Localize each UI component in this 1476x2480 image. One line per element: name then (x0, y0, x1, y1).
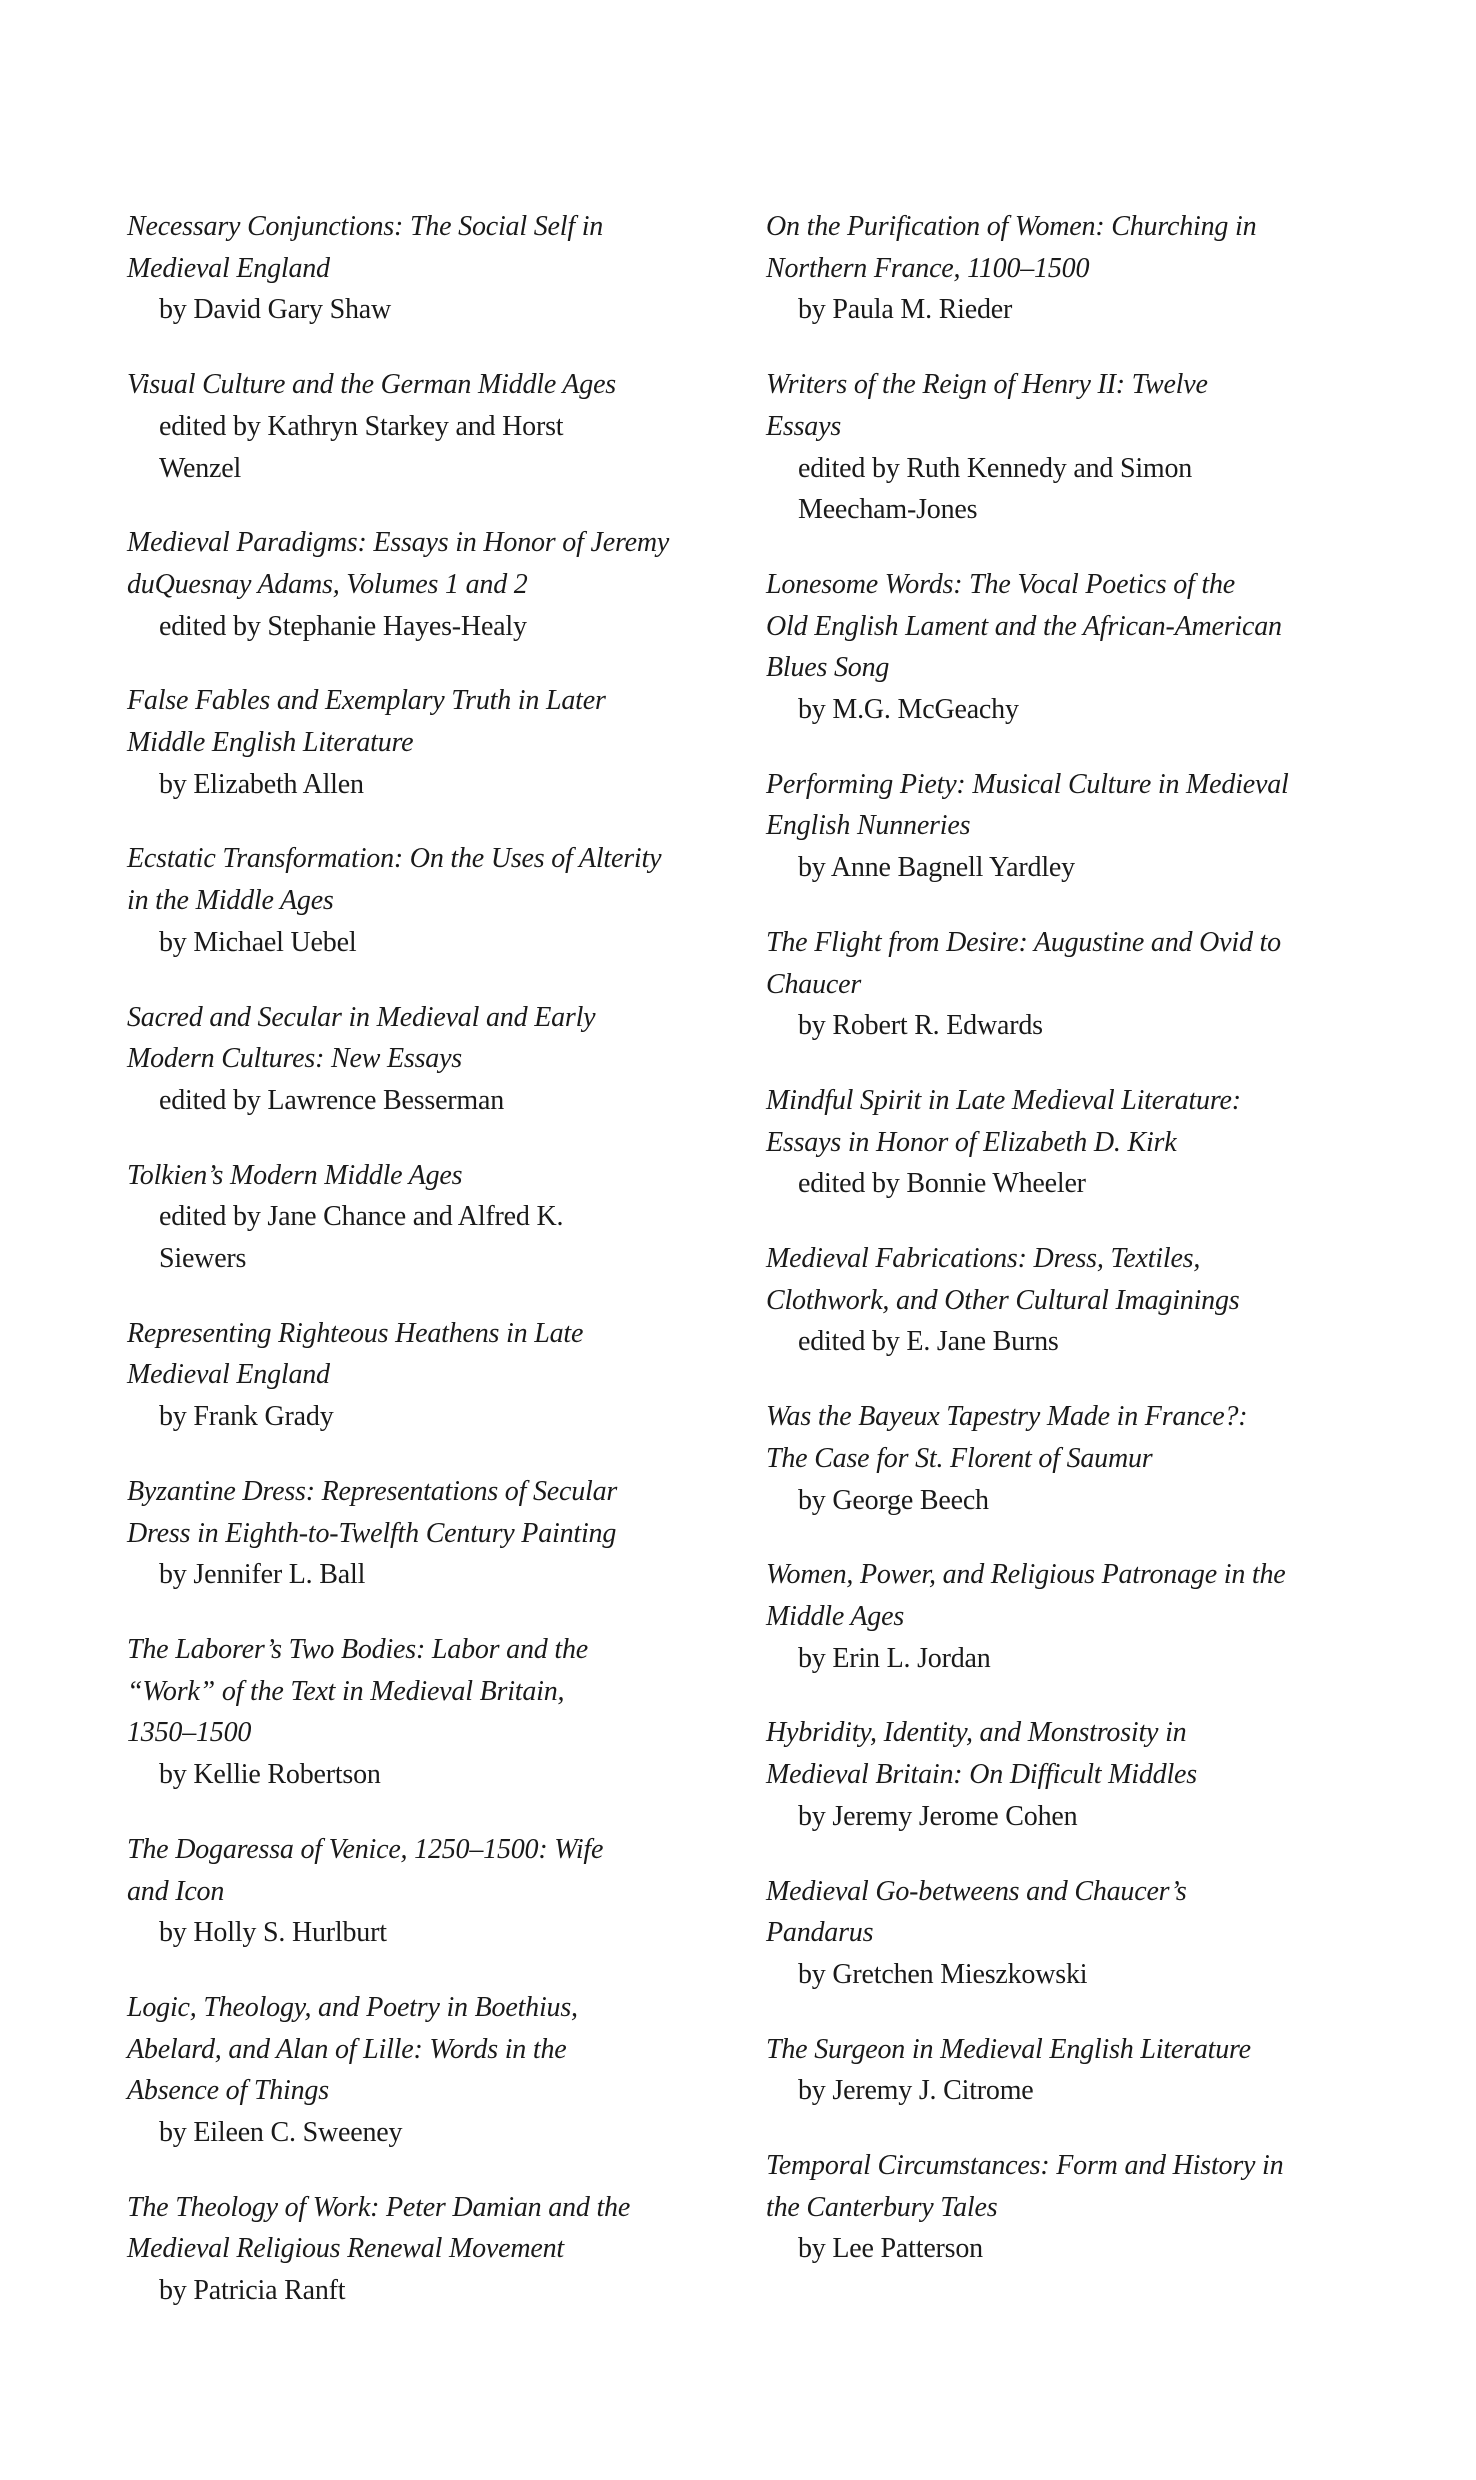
book-author-line: by Holly S. Hurlburt (159, 1917, 387, 1949)
book-title-line: Essays (766, 410, 842, 442)
book-title-line: Chaucer (766, 968, 862, 1000)
book-entry (127, 1629, 767, 1796)
book-title-line: Performing Piety: Musical Culture in Medieval (766, 768, 1289, 800)
book-entry (127, 364, 767, 489)
book-title-line: Hybridity, Identity, and Monstrosity in (766, 1717, 1187, 1749)
book-title-line: Dress in Eighth-to-Twelfth Century Painting (127, 1517, 617, 1549)
book-entry (766, 1080, 1406, 1205)
book-title-line: and Icon (127, 1875, 225, 1907)
book-title-line: 1350–1500 (127, 1717, 252, 1749)
book-entry (766, 922, 1406, 1047)
book-entry (127, 1829, 767, 1954)
book-title-line: Abelard, and Alan of Lille: Words in the (127, 2033, 567, 2065)
book-author-line: by George Beech (798, 1484, 989, 1516)
book-entry (766, 1712, 1406, 1837)
book-title-line: Medieval Britain: On Difficult Middles (766, 1759, 1197, 1791)
book-title-line: The Surgeon in Medieval English Literature (766, 2033, 1251, 2065)
book-title-line: Visual Culture and the German Middle Ages (127, 369, 617, 401)
book-entry (766, 364, 1406, 531)
book-entry (127, 206, 767, 331)
book-author-line: by Erin L. Jordan (798, 1642, 991, 1674)
book-entry (127, 997, 767, 1122)
book-entry (766, 764, 1406, 889)
book-author-line: by Patricia Ranft (159, 2275, 346, 2307)
book-entry (127, 522, 767, 647)
book-author-line: by Gretchen Mieszkowski (798, 1958, 1088, 1990)
book-author-line: edited by Kathryn Starkey and Horst (159, 410, 564, 442)
book-title-line: Logic, Theology, and Poetry in Boethius, (127, 1991, 578, 2023)
book-author-line: edited by Stephanie Hayes-Healy (159, 610, 527, 642)
book-title-line: False Fables and Exemplary Truth in Later (127, 685, 606, 717)
book-author-line: edited by Lawrence Besserman (159, 1084, 505, 1116)
book-author-line: by Jennifer L. Ball (159, 1559, 366, 1591)
book-author-line: by Frank Grady (159, 1401, 334, 1433)
book-title-line: Old English Lament and the African-American (766, 610, 1282, 642)
book-title-line: The Theology of Work: Peter Damian and the (127, 2191, 631, 2223)
book-author-line: Wenzel (159, 452, 242, 484)
book-title-line: The Dogaressa of Venice, 1250–1500: Wife (127, 1833, 604, 1865)
book-title-line: Representing Righteous Heathens in Late (127, 1317, 584, 1349)
book-title-line: Byzantine Dress: Representations of Secular (127, 1475, 618, 1507)
book-entry (766, 1871, 1406, 1996)
book-title-line: Writers of the Reign of Henry II: Twelve (766, 369, 1208, 401)
book-title-line: Medieval Religious Renewal Movement (127, 2233, 564, 2265)
book-title-line: Mindful Spirit in Late Medieval Literature: (766, 1084, 1241, 1116)
book-author-line: by M.G. McGeachy (798, 694, 1019, 726)
book-title-line: The Laborer’s Two Bodies: Labor and the (127, 1633, 588, 1665)
book-title-line: On the Purification of Women: Churching in (766, 211, 1257, 242)
book-title-line: duQuesnay Adams, Volumes 1 and 2 (127, 568, 528, 600)
book-entry (127, 680, 767, 805)
book-title-line: Medieval England (127, 1359, 330, 1391)
book-title-line: Pandarus (766, 1917, 874, 1949)
book-title-line: the Canterbury Tales (766, 2191, 998, 2223)
book-author-line: by Jeremy J. Citrome (798, 2075, 1034, 2107)
book-title-line: Middle English Literature (127, 727, 414, 759)
book-author-line: by Paula M. Rieder (798, 294, 1013, 326)
book-title-line: Medieval Go-betweens and Chaucer’s (766, 1875, 1187, 1907)
book-entry (766, 564, 1406, 731)
book-title-line: Northern France, 1100–1500 (766, 252, 1090, 284)
book-author-line: by Kellie Robertson (159, 1759, 381, 1791)
book-author-line: edited by E. Jane Burns (798, 1326, 1059, 1358)
book-entry (127, 1987, 767, 2154)
book-title-line: Sacred and Secular in Medieval and Early (127, 1001, 596, 1033)
book-entry (766, 1396, 1406, 1521)
book-title-line: Ecstatic Transformation: On the Uses of Alterity (127, 843, 662, 875)
book-title-line: Modern Cultures: New Essays (127, 1043, 462, 1075)
book-author-line: by Lee Patterson (798, 2233, 983, 2265)
book-title-line: Temporal Circumstances: Form and History in (766, 2150, 1284, 2182)
book-author-line: edited by Ruth Kennedy and Simon (798, 452, 1193, 484)
book-title-line: Medieval Fabrications: Dress, Textiles, (766, 1243, 1201, 1275)
book-title-line: The Flight from Desire: Augustine and Ovid to (766, 926, 1281, 958)
book-entry (766, 2029, 1406, 2112)
book-author-line: by Elizabeth Allen (159, 768, 364, 800)
book-author-line: by Eileen C. Sweeney (159, 2117, 403, 2149)
book-author-line: by David Gary Shaw (159, 294, 392, 326)
book-entry (127, 838, 767, 963)
book-entry (127, 2187, 767, 2312)
book-author-line: Siewers (159, 1243, 247, 1275)
book-entry (127, 1471, 767, 1596)
left-column (127, 206, 767, 2345)
book-title-line: Women, Power, and Religious Patronage in the (766, 1559, 1286, 1591)
right-column (766, 206, 1406, 2303)
book-entry (127, 1313, 767, 1438)
book-author-line: edited by Bonnie Wheeler (798, 1168, 1086, 1200)
book-title-line: Necessary Conjunctions: The Social Self in (127, 211, 604, 242)
book-author-line: Meecham-Jones (798, 494, 978, 526)
book-title-line: Was the Bayeux Tapestry Made in France?: (766, 1401, 1248, 1433)
book-title-line: English Nunneries (766, 810, 971, 842)
book-title-line: Clothwork, and Other Cultural Imaginings (766, 1284, 1240, 1316)
book-title-line: Essays in Honor of Elizabeth D. Kirk (766, 1126, 1177, 1158)
book-title-line: Blues Song (766, 652, 890, 684)
book-author-line: by Anne Bagnell Yardley (798, 852, 1075, 884)
book-entry (766, 1554, 1406, 1679)
book-entry (127, 1155, 767, 1280)
book-author-line: edited by Jane Chance and Alfred K. (159, 1201, 564, 1233)
book-author-line: by Robert R. Edwards (798, 1010, 1043, 1042)
book-title-line: Absence of Things (127, 2075, 329, 2107)
book-title-line: The Case for St. Florent of Saumur (766, 1442, 1153, 1474)
book-entry (766, 206, 1406, 331)
book-title-line: Tolkien’s Modern Middle Ages (127, 1159, 463, 1191)
book-title-line: Medieval Paradigms: Essays in Honor of Jeremy (127, 527, 670, 559)
book-entry (766, 1238, 1406, 1363)
book-entry (766, 2145, 1406, 2270)
book-title-line: Lonesome Words: The Vocal Poetics of the (766, 568, 1235, 600)
book-title-line: Medieval England (127, 252, 330, 284)
book-title-line: Middle Ages (766, 1600, 905, 1632)
book-title-line: in the Middle Ages (127, 885, 334, 917)
book-title-line: “Work” of the Text in Medieval Britain, (127, 1675, 565, 1707)
book-author-line: by Michael Uebel (159, 926, 357, 958)
book-author-line: by Jeremy Jerome Cohen (798, 1800, 1078, 1832)
